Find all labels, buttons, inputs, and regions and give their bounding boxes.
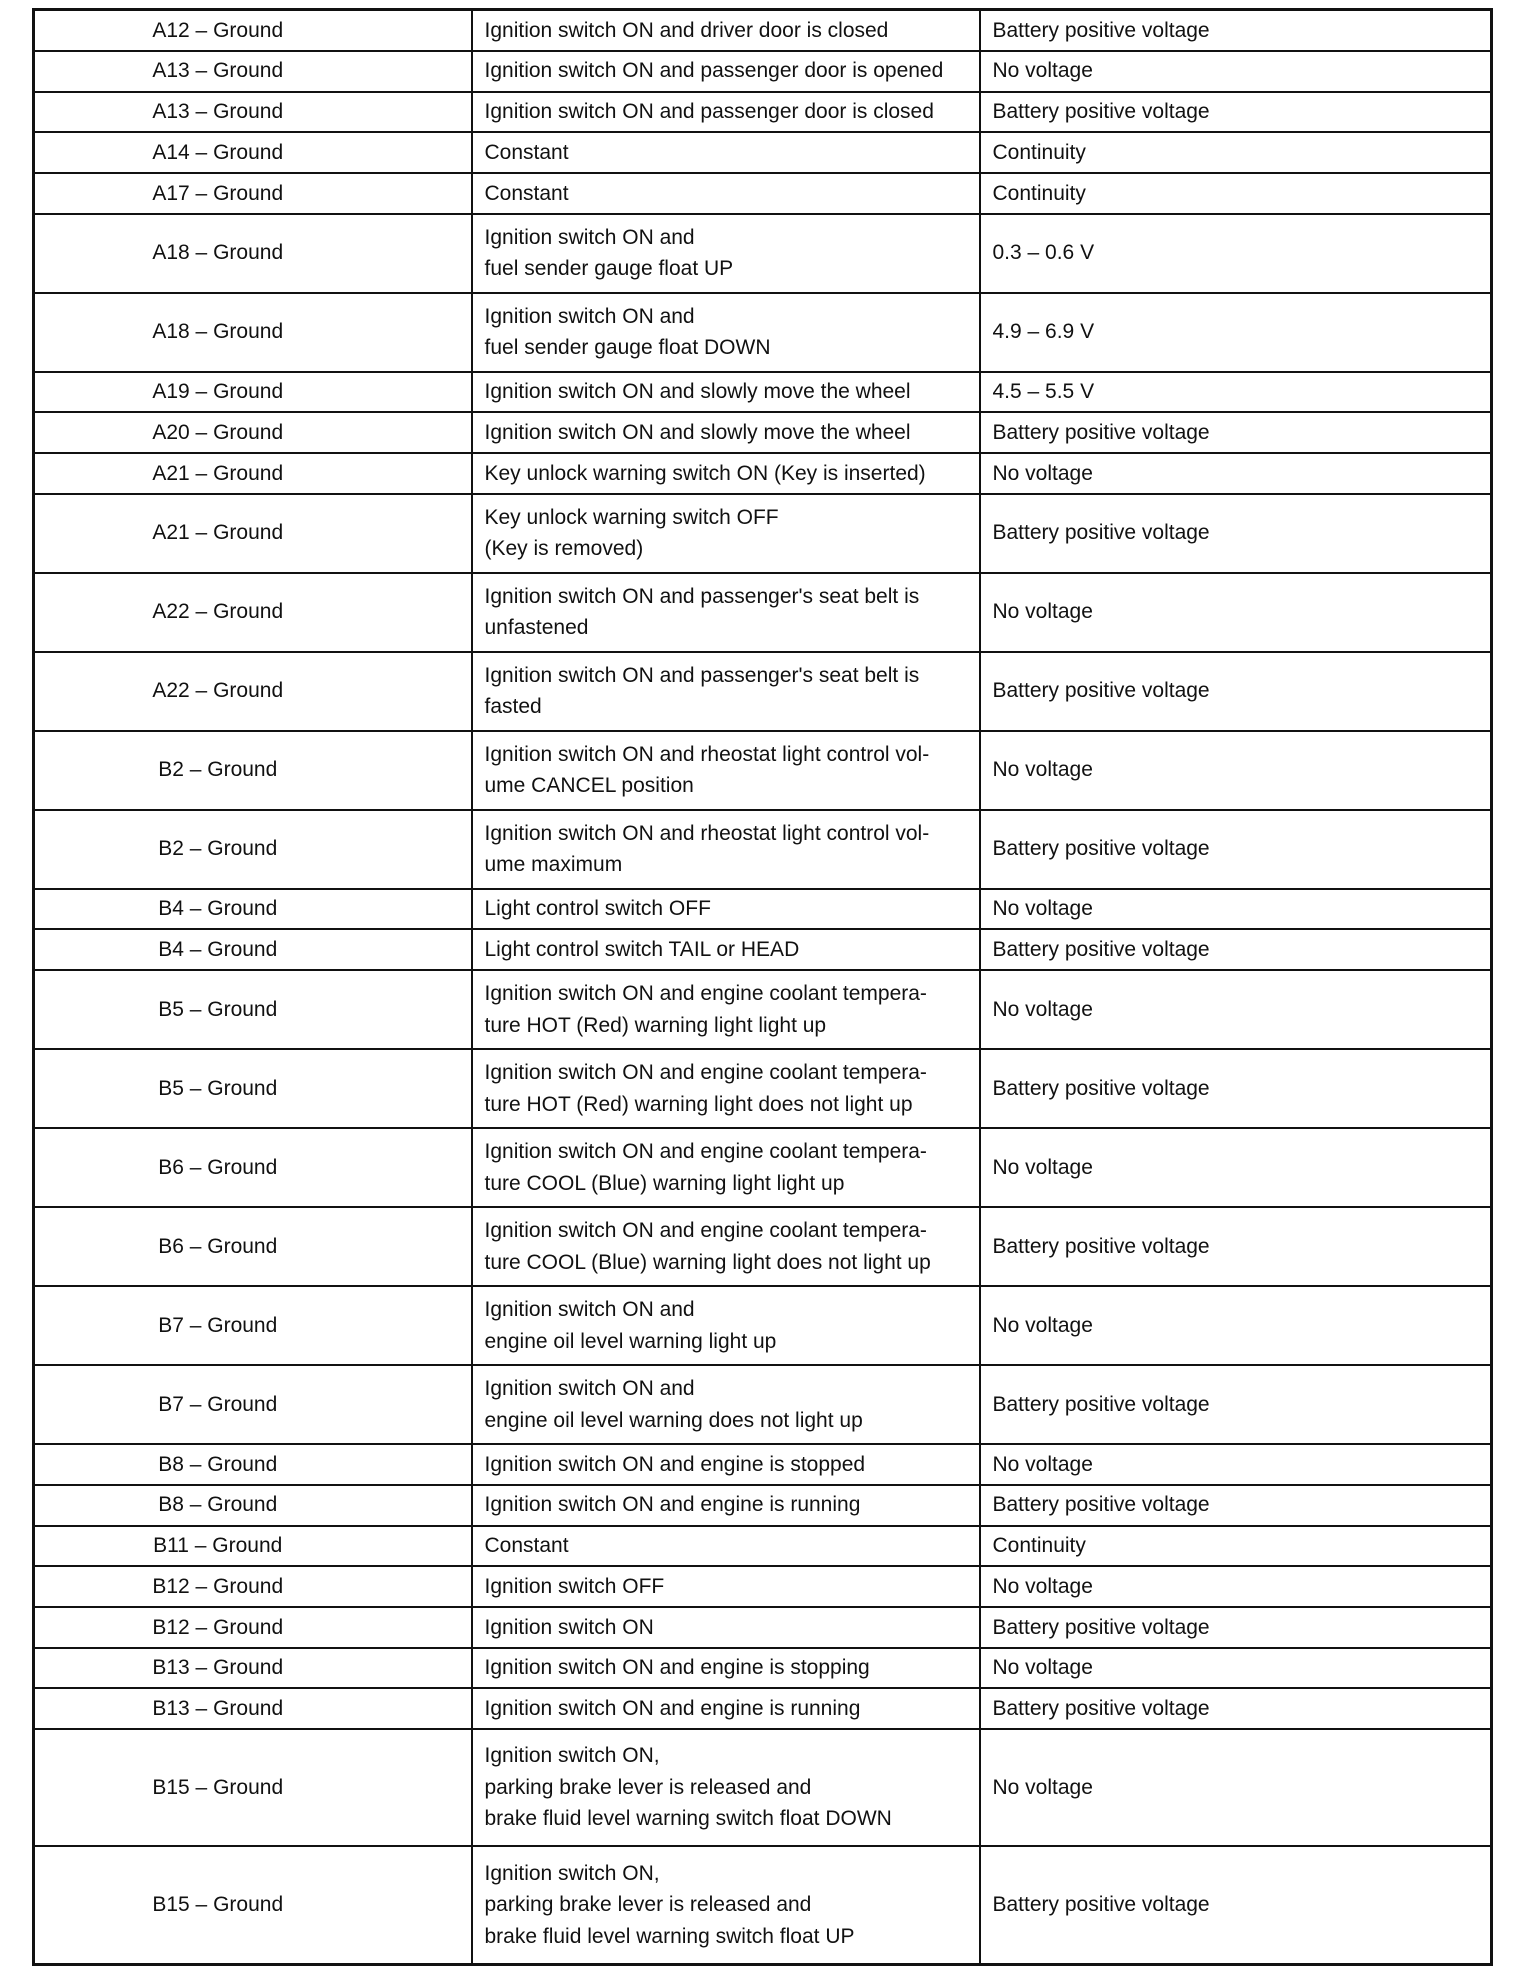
- condition-line: Ignition switch ON and engine coolant tempera-: [484, 1219, 927, 1243]
- condition-line: Ignition switch ON and engine coolant tempera-: [484, 1061, 927, 1085]
- terminal-cell: B6 – Ground: [34, 1128, 472, 1207]
- terminal-cell: B8 – Ground: [34, 1485, 472, 1526]
- specification-cell: No voltage: [980, 453, 1492, 494]
- table-row: [34, 1128, 1492, 1207]
- terminal-spec-table: [32, 8, 1493, 1966]
- condition-line: Ignition switch ON and slowly move the wheel: [484, 420, 911, 444]
- condition-line: parking brake lever is released and: [484, 1775, 812, 1799]
- table-row: [34, 1286, 1492, 1365]
- condition-line: ture HOT (Red) warning light does not light up: [484, 1092, 913, 1116]
- terminal-cell: B7 – Ground: [34, 1286, 472, 1365]
- condition-cell: [472, 372, 980, 413]
- condition-cell: [472, 1846, 980, 1964]
- condition-cell: [472, 92, 980, 133]
- condition-line: fuel sender gauge float DOWN: [484, 336, 771, 360]
- condition-line: Ignition switch ON and passenger door is opened: [484, 59, 944, 83]
- condition-line: engine oil level warning does not light up: [484, 1408, 863, 1432]
- condition-cell: [472, 453, 980, 494]
- condition-cell: [472, 1207, 980, 1286]
- condition-line: Ignition switch ON and passenger's seat belt is: [484, 663, 920, 687]
- specification-cell: Battery positive voltage: [980, 494, 1492, 573]
- terminal-cell: B12 – Ground: [34, 1566, 472, 1607]
- specification-cell: No voltage: [980, 970, 1492, 1049]
- table-row: [34, 214, 1492, 293]
- specification-cell: Battery positive voltage: [980, 412, 1492, 453]
- condition-line: Ignition switch ON and: [484, 304, 695, 328]
- condition-cell: [472, 1286, 980, 1365]
- specification-cell: Battery positive voltage: [980, 929, 1492, 970]
- terminal-cell: B8 – Ground: [34, 1444, 472, 1485]
- condition-cell: [472, 573, 980, 652]
- specification-cell: No voltage: [980, 573, 1492, 652]
- condition-cell: [472, 970, 980, 1049]
- condition-cell: [472, 412, 980, 453]
- condition-line: fasted: [484, 695, 542, 719]
- specification-cell: Battery positive voltage: [980, 1365, 1492, 1444]
- condition-line: parking brake lever is released and: [484, 1893, 812, 1917]
- table-row: [34, 1526, 1492, 1567]
- condition-cell: [472, 1566, 980, 1607]
- condition-cell: [472, 494, 980, 573]
- condition-line: Light control switch TAIL or HEAD: [484, 938, 800, 962]
- condition-cell: [472, 652, 980, 731]
- condition-line: engine oil level warning light up: [484, 1329, 777, 1353]
- condition-line: Ignition switch OFF: [484, 1574, 665, 1598]
- table-row: [34, 731, 1492, 810]
- table-row: [34, 453, 1492, 494]
- table-row: [34, 1688, 1492, 1729]
- terminal-cell: A21 – Ground: [34, 453, 472, 494]
- condition-line: Key unlock warning switch ON (Key is inserted): [484, 461, 926, 485]
- condition-line: Ignition switch ON and engine is stopping: [484, 1656, 870, 1680]
- condition-cell: [472, 1688, 980, 1729]
- table-row: [34, 1648, 1492, 1689]
- condition-line: Ignition switch ON and rheostat light control vol-: [484, 821, 930, 845]
- condition-line: Ignition switch ON and engine coolant tempera-: [484, 982, 927, 1006]
- condition-line: Ignition switch ON and rheostat light control vol-: [484, 742, 930, 766]
- terminal-cell: B2 – Ground: [34, 810, 472, 889]
- condition-cell: [472, 51, 980, 92]
- terminal-cell: B6 – Ground: [34, 1207, 472, 1286]
- condition-line: Ignition switch ON: [484, 1615, 654, 1639]
- terminal-cell: A22 – Ground: [34, 652, 472, 731]
- condition-line: ture HOT (Red) warning light light up: [484, 1013, 827, 1037]
- specification-cell: Continuity: [980, 1526, 1492, 1567]
- condition-line: (Key is removed): [484, 537, 644, 561]
- specification-cell: No voltage: [980, 1128, 1492, 1207]
- table-row: [34, 573, 1492, 652]
- table-row: [34, 1365, 1492, 1444]
- specification-cell: No voltage: [980, 51, 1492, 92]
- table-row: [34, 1444, 1492, 1485]
- terminal-cell: B15 – Ground: [34, 1846, 472, 1964]
- condition-line: Constant: [484, 181, 569, 205]
- terminal-cell: A13 – Ground: [34, 92, 472, 133]
- terminal-spec-sheet: [32, 8, 1490, 1966]
- condition-cell: [472, 214, 980, 293]
- table-row: [34, 10, 1492, 51]
- terminal-cell: B2 – Ground: [34, 731, 472, 810]
- condition-line: Ignition switch ON and: [484, 225, 695, 249]
- condition-line: ture COOL (Blue) warning light does not light up: [484, 1250, 931, 1274]
- condition-line: Ignition switch ON and engine is running: [484, 1696, 861, 1720]
- condition-cell: [472, 1128, 980, 1207]
- terminal-cell: B4 – Ground: [34, 929, 472, 970]
- condition-cell: [472, 1526, 980, 1567]
- table-row: [34, 1607, 1492, 1648]
- table-row: [34, 889, 1492, 930]
- specification-cell: Battery positive voltage: [980, 1688, 1492, 1729]
- table-row: [34, 372, 1492, 413]
- table-row: [34, 810, 1492, 889]
- condition-cell: [472, 10, 980, 51]
- condition-line: brake fluid level warning switch float DOWN: [484, 1807, 892, 1831]
- condition-cell: [472, 1365, 980, 1444]
- condition-cell: [472, 1607, 980, 1648]
- condition-line: Ignition switch ON and passenger door is closed: [484, 100, 934, 124]
- table-row: [34, 173, 1492, 214]
- specification-cell: Battery positive voltage: [980, 1207, 1492, 1286]
- terminal-cell: B15 – Ground: [34, 1729, 472, 1846]
- condition-line: Ignition switch ON and: [484, 1377, 695, 1401]
- condition-cell: [472, 173, 980, 214]
- specification-cell: No voltage: [980, 1729, 1492, 1846]
- specification-cell: Battery positive voltage: [980, 10, 1492, 51]
- specification-cell: 4.9 – 6.9 V: [980, 293, 1492, 372]
- specification-cell: Battery positive voltage: [980, 810, 1492, 889]
- condition-cell: [472, 1729, 980, 1846]
- condition-cell: [472, 810, 980, 889]
- condition-line: Ignition switch ON and driver door is closed: [484, 18, 889, 42]
- table-row: [34, 132, 1492, 173]
- condition-line: Ignition switch ON and engine coolant tempera-: [484, 1140, 927, 1164]
- table-row: [34, 293, 1492, 372]
- condition-line: ume maximum: [484, 853, 623, 877]
- condition-line: Ignition switch ON and passenger's seat belt is: [484, 584, 920, 608]
- table-row: [34, 652, 1492, 731]
- condition-line: unfastened: [484, 616, 589, 640]
- specification-cell: Battery positive voltage: [980, 652, 1492, 731]
- condition-line: Key unlock warning switch OFF: [484, 505, 779, 529]
- condition-line: Ignition switch ON,: [484, 1861, 660, 1885]
- condition-cell: [472, 929, 980, 970]
- table-row: [34, 1485, 1492, 1526]
- condition-cell: [472, 132, 980, 173]
- specification-cell: Battery positive voltage: [980, 1607, 1492, 1648]
- terminal-cell: A14 – Ground: [34, 132, 472, 173]
- specification-cell: 4.5 – 5.5 V: [980, 372, 1492, 413]
- terminal-cell: A18 – Ground: [34, 293, 472, 372]
- table-row: [34, 51, 1492, 92]
- condition-line: brake fluid level warning switch float UP: [484, 1924, 855, 1948]
- condition-line: Light control switch OFF: [484, 897, 711, 921]
- condition-cell: [472, 1485, 980, 1526]
- condition-line: Ignition switch ON and engine is stopped: [484, 1452, 866, 1476]
- table-row: [34, 929, 1492, 970]
- terminal-cell: B5 – Ground: [34, 1049, 472, 1128]
- specification-cell: 0.3 – 0.6 V: [980, 214, 1492, 293]
- specification-cell: Battery positive voltage: [980, 1049, 1492, 1128]
- condition-cell: [472, 731, 980, 810]
- condition-line: Ignition switch ON and engine is running: [484, 1493, 861, 1517]
- terminal-cell: A18 – Ground: [34, 214, 472, 293]
- terminal-cell: A17 – Ground: [34, 173, 472, 214]
- table-row: [34, 1566, 1492, 1607]
- condition-cell: [472, 889, 980, 930]
- condition-line: fuel sender gauge float UP: [484, 257, 734, 281]
- specification-cell: Continuity: [980, 173, 1492, 214]
- specification-cell: No voltage: [980, 731, 1492, 810]
- table-row: [34, 412, 1492, 453]
- condition-cell: [472, 293, 980, 372]
- terminal-cell: A20 – Ground: [34, 412, 472, 453]
- condition-line: ume CANCEL position: [484, 774, 694, 798]
- table-row: [34, 1049, 1492, 1128]
- specification-cell: Battery positive voltage: [980, 1485, 1492, 1526]
- table-row: [34, 494, 1492, 573]
- condition-line: Constant: [484, 1534, 569, 1558]
- specification-cell: Continuity: [980, 132, 1492, 173]
- terminal-cell: B13 – Ground: [34, 1648, 472, 1689]
- terminal-cell: A21 – Ground: [34, 494, 472, 573]
- terminal-cell: A13 – Ground: [34, 51, 472, 92]
- specification-cell: Battery positive voltage: [980, 92, 1492, 133]
- condition-line: Ignition switch ON and: [484, 1298, 695, 1322]
- condition-cell: [472, 1049, 980, 1128]
- table-row: [34, 970, 1492, 1049]
- specification-cell: Battery positive voltage: [980, 1846, 1492, 1964]
- terminal-cell: B5 – Ground: [34, 970, 472, 1049]
- condition-line: Ignition switch ON and slowly move the wheel: [484, 380, 911, 404]
- condition-line: ture COOL (Blue) warning light light up: [484, 1171, 845, 1195]
- table-row: [34, 1207, 1492, 1286]
- condition-cell: [472, 1648, 980, 1689]
- terminal-cell: B12 – Ground: [34, 1607, 472, 1648]
- terminal-cell: A19 – Ground: [34, 372, 472, 413]
- specification-cell: No voltage: [980, 1444, 1492, 1485]
- terminal-cell: B4 – Ground: [34, 889, 472, 930]
- terminal-cell: B13 – Ground: [34, 1688, 472, 1729]
- table-row: [34, 92, 1492, 133]
- table-row: [34, 1729, 1492, 1846]
- terminal-cell: B11 – Ground: [34, 1526, 472, 1567]
- terminal-cell: A22 – Ground: [34, 573, 472, 652]
- terminal-spec-table-body: [34, 10, 1492, 1965]
- specification-cell: No voltage: [980, 889, 1492, 930]
- terminal-cell: A12 – Ground: [34, 10, 472, 51]
- table-row: [34, 1846, 1492, 1964]
- condition-line: Ignition switch ON,: [484, 1744, 660, 1768]
- condition-cell: [472, 1444, 980, 1485]
- specification-cell: No voltage: [980, 1566, 1492, 1607]
- terminal-cell: B7 – Ground: [34, 1365, 472, 1444]
- condition-line: Constant: [484, 140, 569, 164]
- specification-cell: No voltage: [980, 1648, 1492, 1689]
- specification-cell: No voltage: [980, 1286, 1492, 1365]
